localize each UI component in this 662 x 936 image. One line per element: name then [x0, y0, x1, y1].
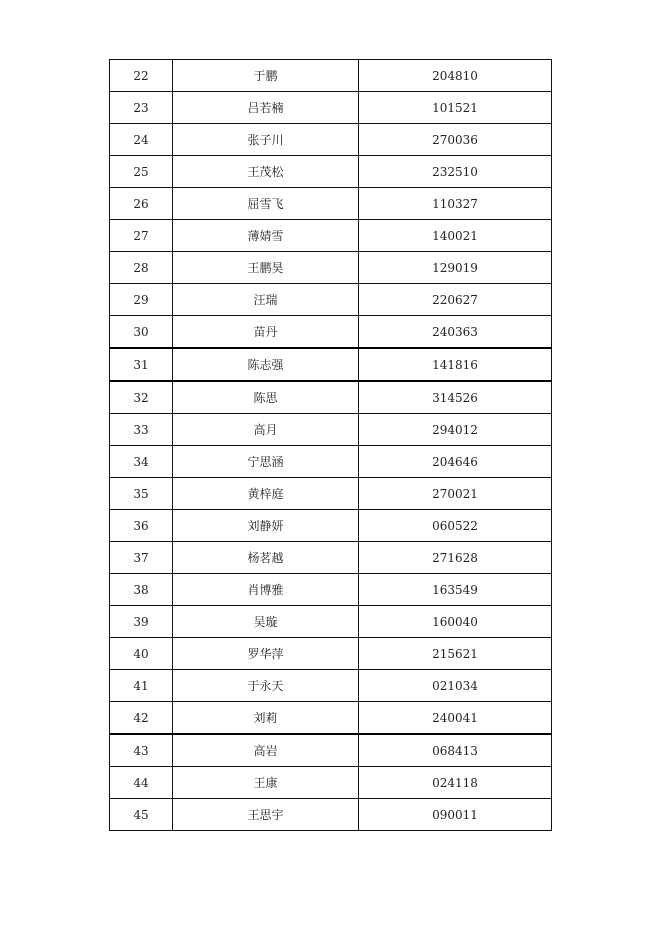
table-row [110, 156, 552, 188]
code-cell: 140021 [359, 220, 552, 252]
table-row [110, 606, 552, 638]
name-cell: 肖博雅 [173, 574, 359, 606]
row-number-cell: 31 [110, 348, 173, 381]
row-number-cell: 35 [110, 478, 173, 510]
row-number-cell: 44 [110, 767, 173, 799]
code-cell: 232510 [359, 156, 552, 188]
table-row [110, 670, 552, 702]
row-number-cell: 45 [110, 799, 173, 831]
row-number-cell: 28 [110, 252, 173, 284]
row-number-cell: 26 [110, 188, 173, 220]
table-row [110, 542, 552, 574]
row-number-cell: 27 [110, 220, 173, 252]
code-cell: 271628 [359, 542, 552, 574]
name-cell: 黄梓庭 [173, 478, 359, 510]
table-row [110, 702, 552, 735]
row-number-cell: 36 [110, 510, 173, 542]
name-cell: 刘莉 [173, 702, 359, 735]
row-number-cell: 24 [110, 124, 173, 156]
code-cell: 129019 [359, 252, 552, 284]
code-cell: 024118 [359, 767, 552, 799]
table-row [110, 92, 552, 124]
code-cell: 021034 [359, 670, 552, 702]
code-cell: 204810 [359, 60, 552, 92]
table-row [110, 381, 552, 414]
code-cell: 204646 [359, 446, 552, 478]
name-cell: 宁思涵 [173, 446, 359, 478]
code-cell: 270036 [359, 124, 552, 156]
table-row [110, 734, 552, 767]
row-number-cell: 32 [110, 381, 173, 414]
table-row [110, 252, 552, 284]
table-row [110, 799, 552, 831]
name-cell: 王康 [173, 767, 359, 799]
code-cell: 294012 [359, 414, 552, 446]
name-cell: 屈雪飞 [173, 188, 359, 220]
code-cell: 160040 [359, 606, 552, 638]
table-row [110, 220, 552, 252]
name-cell: 陈思 [173, 381, 359, 414]
row-number-cell: 33 [110, 414, 173, 446]
table-row [110, 348, 552, 381]
name-cell: 王茂松 [173, 156, 359, 188]
code-cell: 220627 [359, 284, 552, 316]
name-cell: 于鹏 [173, 60, 359, 92]
code-cell: 090011 [359, 799, 552, 831]
name-cell: 吕若楠 [173, 92, 359, 124]
name-cell: 汪瑞 [173, 284, 359, 316]
row-number-cell: 23 [110, 92, 173, 124]
name-cell: 苗丹 [173, 316, 359, 349]
row-number-cell: 30 [110, 316, 173, 349]
row-number-cell: 43 [110, 734, 173, 767]
roster-table-body [110, 60, 552, 831]
code-cell: 163549 [359, 574, 552, 606]
table-row [110, 414, 552, 446]
row-number-cell: 40 [110, 638, 173, 670]
name-cell: 高月 [173, 414, 359, 446]
table-row [110, 638, 552, 670]
code-cell: 060522 [359, 510, 552, 542]
row-number-cell: 42 [110, 702, 173, 735]
code-cell: 215621 [359, 638, 552, 670]
row-number-cell: 22 [110, 60, 173, 92]
row-number-cell: 29 [110, 284, 173, 316]
code-cell: 270021 [359, 478, 552, 510]
table-row [110, 316, 552, 349]
row-number-cell: 25 [110, 156, 173, 188]
row-number-cell: 38 [110, 574, 173, 606]
table-row [110, 188, 552, 220]
row-number-cell: 41 [110, 670, 173, 702]
code-cell: 314526 [359, 381, 552, 414]
name-cell: 杨茗越 [173, 542, 359, 574]
name-cell: 陈志强 [173, 348, 359, 381]
table-row [110, 574, 552, 606]
code-cell: 068413 [359, 734, 552, 767]
name-cell: 王鹏昊 [173, 252, 359, 284]
code-cell: 110327 [359, 188, 552, 220]
table-row [110, 510, 552, 542]
code-cell: 240363 [359, 316, 552, 349]
name-cell: 于永天 [173, 670, 359, 702]
name-cell: 刘静妍 [173, 510, 359, 542]
table-row [110, 767, 552, 799]
roster-table [109, 59, 552, 831]
code-cell: 101521 [359, 92, 552, 124]
table-row [110, 124, 552, 156]
name-cell: 高岩 [173, 734, 359, 767]
row-number-cell: 39 [110, 606, 173, 638]
table-row [110, 60, 552, 92]
table-row [110, 478, 552, 510]
code-cell: 141816 [359, 348, 552, 381]
row-number-cell: 37 [110, 542, 173, 574]
name-cell: 王思宇 [173, 799, 359, 831]
name-cell: 张子川 [173, 124, 359, 156]
table-row [110, 284, 552, 316]
name-cell: 罗华萍 [173, 638, 359, 670]
table-row [110, 446, 552, 478]
code-cell: 240041 [359, 702, 552, 735]
row-number-cell: 34 [110, 446, 173, 478]
name-cell: 薄婧雪 [173, 220, 359, 252]
name-cell: 吴璇 [173, 606, 359, 638]
